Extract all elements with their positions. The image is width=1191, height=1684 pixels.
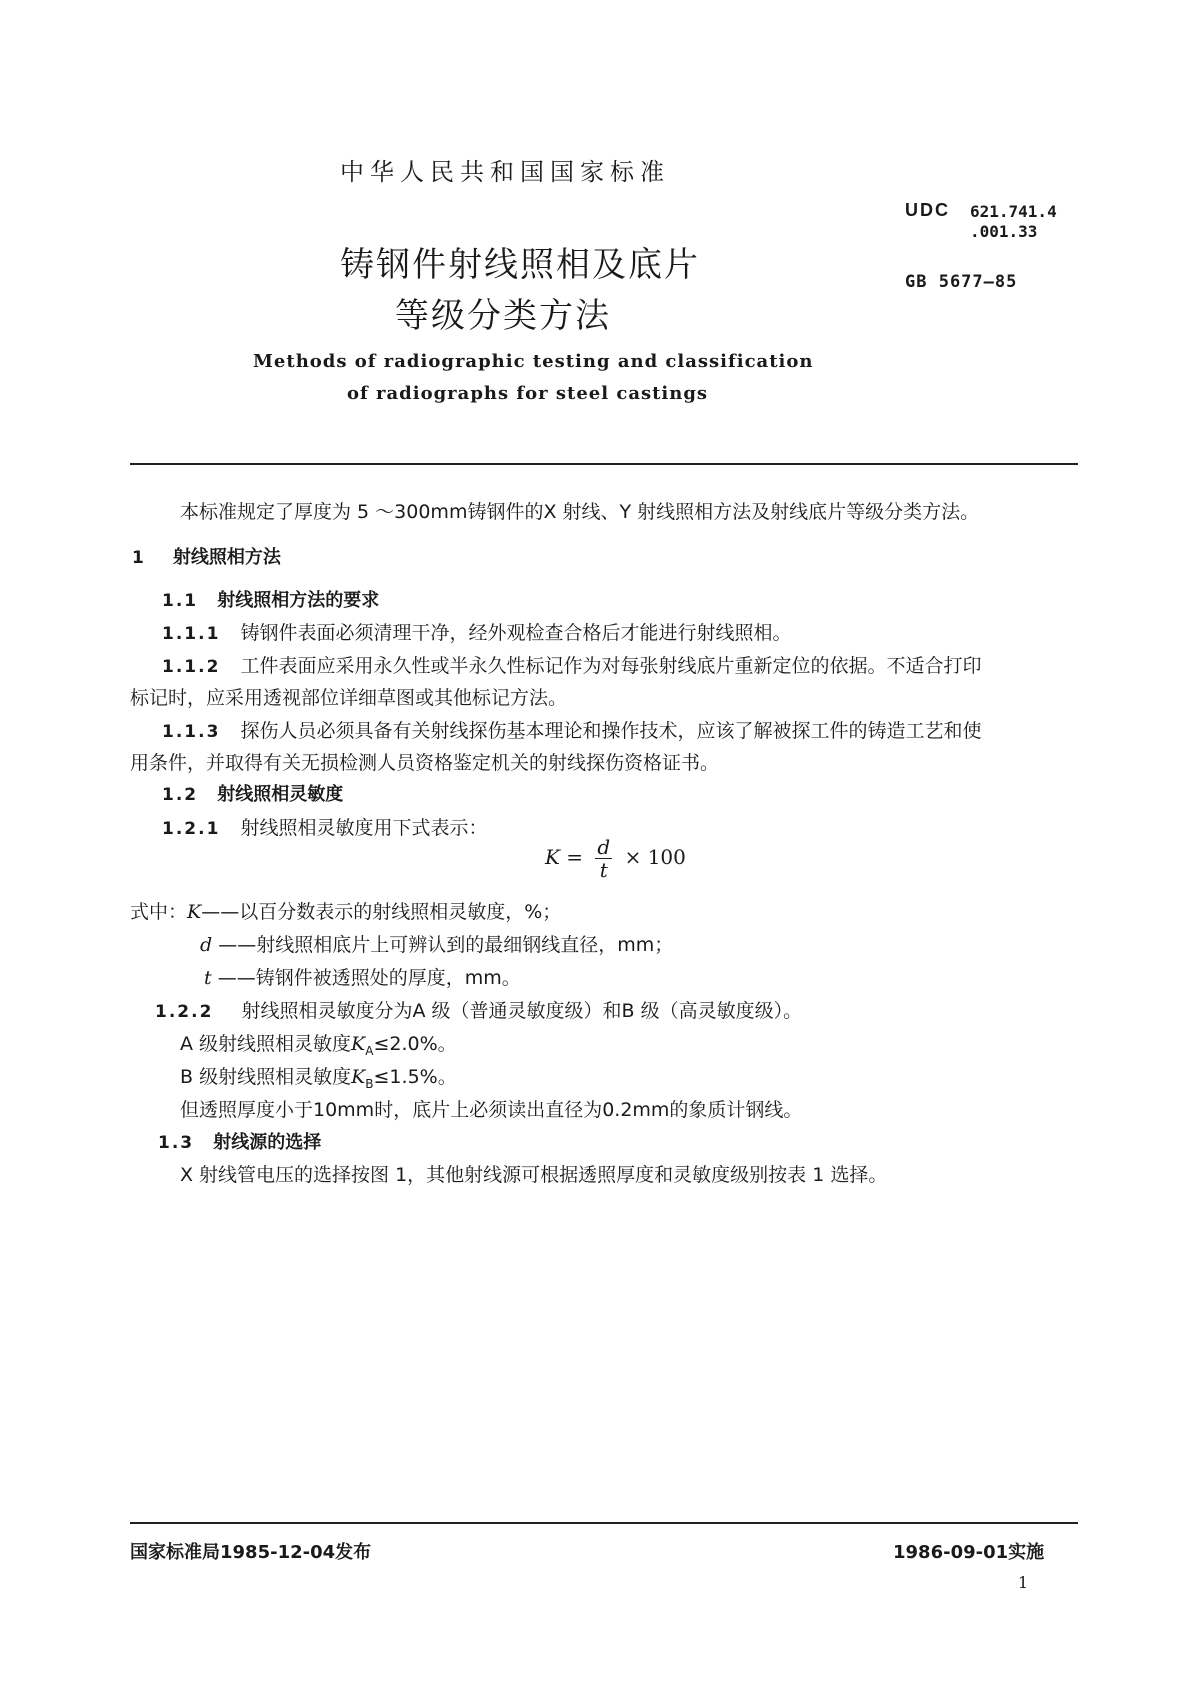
clause-number: 1.1.1 [162,624,221,644]
section-number: 1 [132,548,146,568]
grade-a-subscript: A [365,1043,374,1058]
grade-a-suffix: ≤2.0%。 [373,1033,457,1055]
where-lead: 式中： [130,901,188,923]
title-en-line2: of radiographs for steel castings [347,383,709,404]
where-k [130,897,561,924]
title-en-line1: Methods of radiographic testing and classification [253,351,814,372]
clause-1-1-2-line1 [162,651,981,678]
grade-b-prefix: B 级射线照相灵敏度 [180,1066,352,1088]
section-number: 1.3 [158,1133,195,1153]
t-description: ——铸钢件被透照处的厚度，mm。 [217,967,521,989]
t-symbol: t [204,967,212,989]
footer-divider [130,1522,1078,1524]
clause-text: 射线照相灵敏度用下式表示： [240,817,488,839]
document-header: 中华人民共和国国家标准 [340,158,670,186]
gb-code: GB 5677—85 [905,272,1018,292]
clause-1-2-1 [162,813,487,840]
grade-a-sensitivity [180,1029,457,1058]
grade-a-prefix: A 级射线照相灵敏度 [180,1033,352,1055]
clause-number: 1.1.3 [162,722,221,742]
intro-paragraph: 本标准规定了厚度为 5 ～300mm铸钢件的X 射线、Y 射线照相方法及射线底片等级分类方法。 [180,501,980,523]
d-description: ——射线照相底片上可辨认到的最细钢线直径，mm； [218,934,674,956]
section-1-2-heading [162,780,343,806]
grade-b-suffix: ≤1.5%。 [373,1066,457,1088]
udc-code-line1: 621.741.4 [970,202,1057,221]
clause-1-2-2 [155,996,802,1023]
title-cn-line2: 等级分类方法 [395,296,611,336]
clause-text: 射线照相灵敏度分为A 级（普通灵敏度级）和B 级（高灵敏度级）。 [241,1000,803,1022]
clause-1-1-2-line2: 标记时，应采用透视部位详细草图或其他标记方法。 [130,687,568,709]
clause-number: 1.1.2 [162,657,221,677]
grade-b-sensitivity [180,1062,457,1091]
effective-date: 1986-09-01实施 [893,1542,1045,1563]
d-symbol: d [200,934,213,956]
formula-denominator: t [599,858,608,882]
where-t [204,963,521,990]
clause-text: 探伤人员必须具备有关射线探伤基本理论和操作技术，应该了解被探工件的铸造工艺和使 [240,720,982,742]
udc-label: UDC [905,200,950,220]
udc-code-line2: .001.33 [970,222,1038,241]
k-symbol: K [187,901,202,923]
formula-rhs: × 100 [624,845,686,869]
section-number: 1.2 [162,785,199,805]
thin-section-note: 但透照厚度小于10mm时，底片上必须读出直径为0.2mm的象质计钢线。 [180,1099,803,1121]
section-title: 射线照相灵敏度 [217,784,344,805]
section-1-heading [132,543,281,569]
section-number: 1.1 [162,591,199,611]
section-title: 射线照相方法的要求 [217,590,380,611]
section-1-1-heading [162,586,379,612]
clause-1-1-3-line2: 用条件，并取得有关无损检测人员资格鉴定机关的射线探伤资格证书。 [130,752,720,774]
formula-numerator: d [597,835,611,859]
grade-b-symbol: K [351,1066,366,1088]
clause-number: 1.2.2 [155,1002,214,1022]
formula-fraction [595,836,612,881]
clause-text: 工件表面应采用永久性或半永久性标记作为对每张射线底片重新定位的依据。不适合打印 [240,655,982,677]
clause-number: 1.2.1 [162,819,221,839]
where-d [200,930,673,957]
sensitivity-formula [545,836,686,881]
grade-a-symbol: K [351,1033,366,1055]
header-divider [130,463,1078,465]
section-1-3-heading [158,1128,321,1154]
section-title: 射线照相方法 [172,547,281,568]
clause-1-1-1 [162,618,791,645]
section-title: 射线源的选择 [213,1132,322,1153]
clause-text: 铸钢件表面必须清理干净，经外观检查合格后才能进行射线照相。 [240,622,792,644]
grade-b-subscript: B [365,1076,374,1091]
k-description: ——以百分数表示的射线照相灵敏度，%； [201,901,562,923]
page-number: 1 [1018,1573,1029,1592]
clause-1-1-3-line1 [162,716,981,743]
title-cn-line1: 铸钢件射线照相及底片 [340,245,700,285]
issued-date: 国家标准局1985-12-04发布 [130,1542,372,1563]
section-1-3-text: X 射线管电压的选择按图 1，其他射线源可根据透照厚度和灵敏度级别按表 1 选择。 [180,1164,888,1186]
formula-lhs: K = [545,845,584,869]
